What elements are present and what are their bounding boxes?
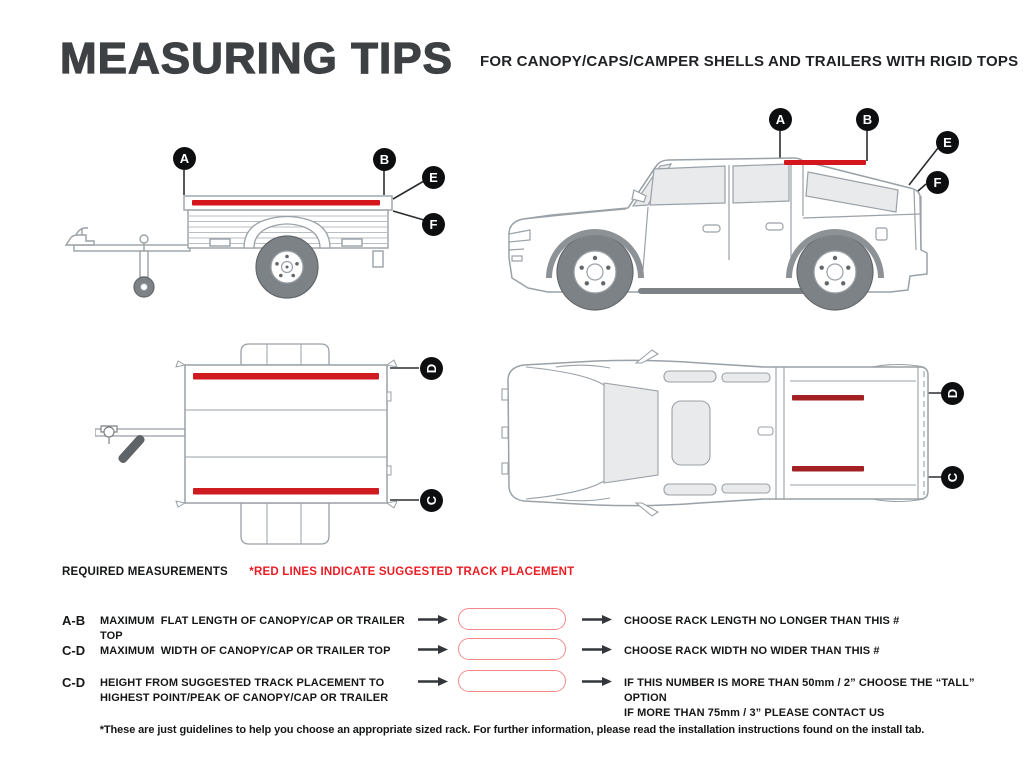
marker-c: C (941, 466, 964, 489)
measurement-key: C-D (62, 643, 86, 658)
marker-a: A (769, 108, 792, 131)
red-lines-note: *RED LINES INDICATE SUGGESTED TRACK PLACEMENT (249, 566, 575, 578)
required-measurements-label: REQUIRED MEASUREMENTS (62, 566, 228, 578)
measurement-key: A-B (62, 613, 86, 628)
marker-f: F (422, 213, 445, 236)
measurement-desc: MAXIMUM WIDTH OF CANOPY/CAP OR TRAILER TOP (100, 645, 391, 657)
marker-d: D (420, 357, 443, 380)
arrow-right-icon (582, 615, 612, 624)
truck-canopy-top-view-diagram (500, 345, 995, 520)
measurement-value-box (458, 608, 566, 630)
page-title: MEASURING TIPS (60, 34, 453, 83)
measurement-result (624, 676, 1004, 721)
marker-e: E (936, 131, 959, 154)
trailer-body (66, 210, 388, 277)
rocker-shadow (638, 288, 806, 294)
marker-b: B (373, 148, 396, 171)
measurement-result: CHOOSE RACK WIDTH NO WIDER THAN THIS # (624, 645, 880, 657)
marker-a: A (173, 147, 196, 170)
measurement-row-cd-height (62, 670, 1007, 719)
arrow-right-icon (418, 645, 448, 654)
marker-c: C (420, 489, 443, 512)
truck-canopy-side-view-diagram (500, 100, 995, 315)
arrow-right-icon (582, 677, 612, 686)
track-red-line (784, 160, 866, 165)
marker-d: D (941, 382, 964, 405)
truck-top-body (508, 360, 928, 505)
marker-e: E (422, 166, 445, 189)
measurement-value-box (458, 638, 566, 660)
measurement-result: CHOOSE RACK LENGTH NO LONGER THAN THIS # (624, 615, 900, 627)
measurement-value-box (458, 670, 566, 692)
trailer-top-view-diagram (95, 340, 470, 565)
result-line-2: IF MORE THAN 75mm / 3” PLEASE CONTACT US (624, 707, 885, 719)
measurement-desc: HEIGHT FROM SUGGESTED TRACK PLACEMENT TO HIGHEST POINT/PEAK OF CANOPY/CAP OR TRAILER (100, 677, 389, 704)
measurement-desc: MAXIMUM FLAT LENGTH OF CANOPY/CAP OR TRAILER TOP (100, 615, 408, 642)
marker-f: F (926, 171, 949, 194)
marker-b: B (856, 108, 879, 131)
legend (62, 566, 574, 578)
footnote: *These are just guidelines to help you choose an appropriate sized rack. For further information, please read the installation instructions found on the install tab. (99, 724, 925, 736)
page-subtitle: FOR CANOPY/CAPS/CAMPER SHELLS AND TRAILERS WITH RIGID TOPS (480, 53, 1019, 70)
leader-lines (390, 368, 419, 500)
drawbar-and-coupling (95, 426, 185, 465)
track-red-line (192, 200, 380, 206)
trailer-top-body (176, 360, 397, 508)
result-line-1: IF THIS NUMBER IS MORE THAN 50mm / 2” CHOOSE THE “TALL” OPTION (624, 677, 975, 704)
arrow-right-icon (582, 645, 612, 654)
arrow-right-icon (418, 677, 448, 686)
arrow-right-icon (418, 615, 448, 624)
trailer-side-view-diagram (60, 115, 475, 320)
measurement-key: C-D (62, 675, 86, 690)
